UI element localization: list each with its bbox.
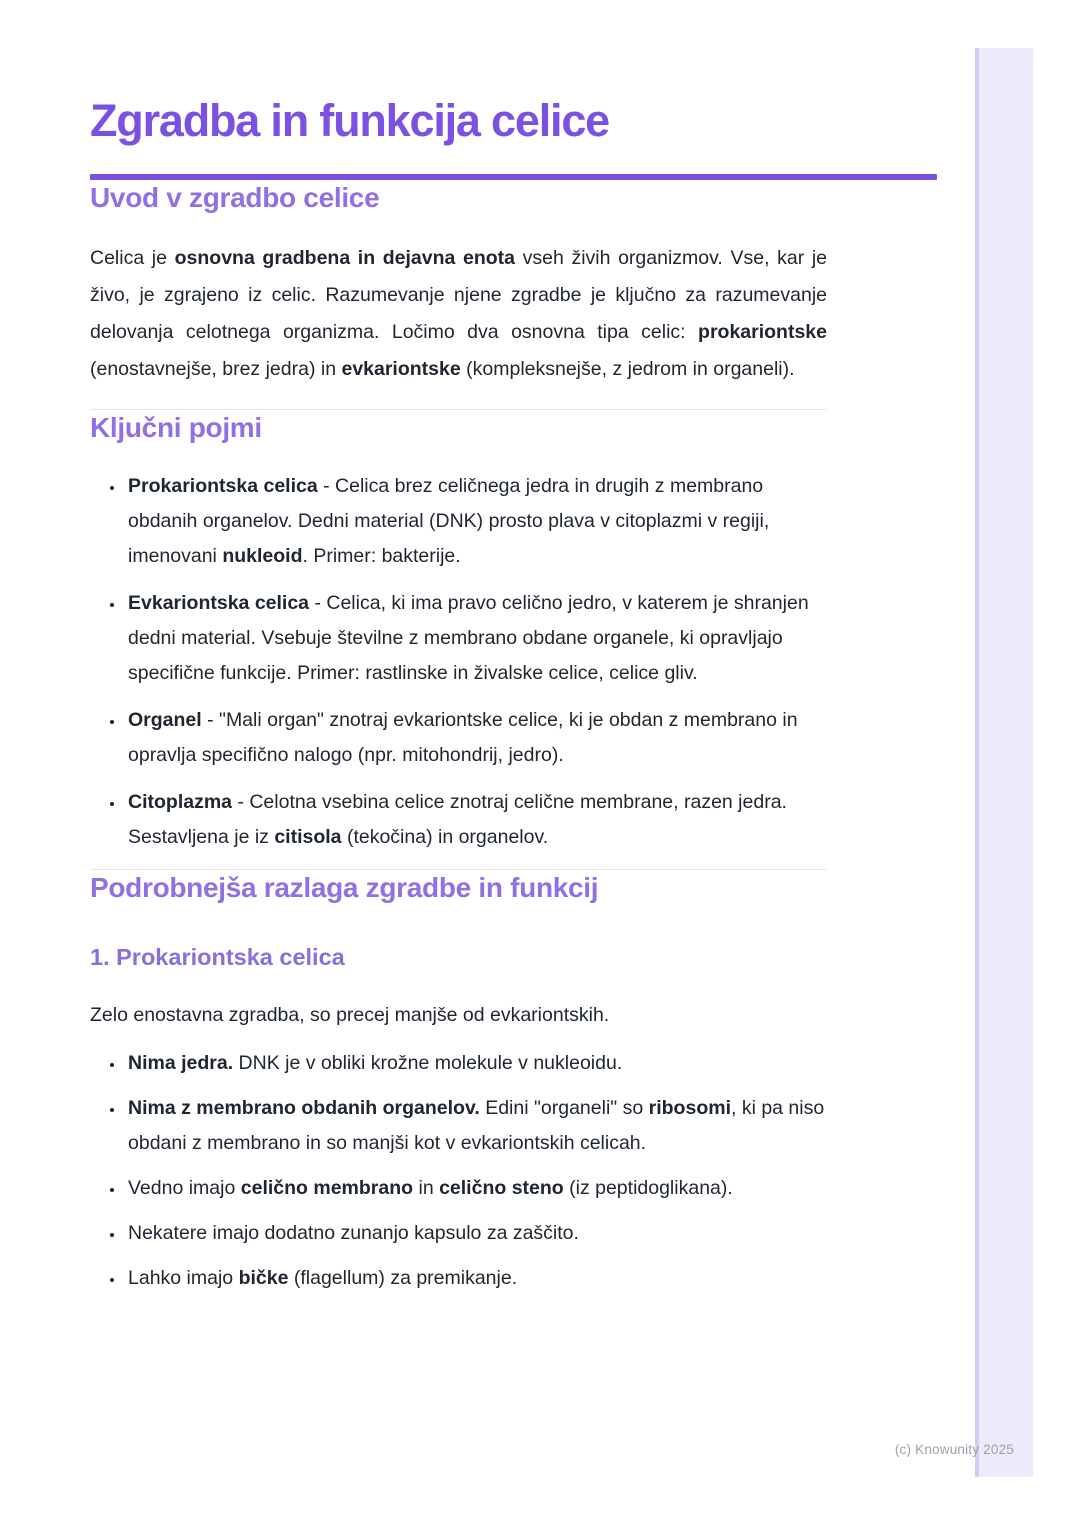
section-heading-podrobnejsa: Podrobnejša razlaga zgradbe in funkcij <box>90 872 599 903</box>
intro-paragraph: Celica je osnovna gradbena in dejavna enota vseh živih organizmov. Vse, kar je živo, je zgrajeno iz celic. Razumevanje njene zgradbe je ključno za razumevanje delovanja celotnega organizma. Ločimo dva osnovna tipa celic: prokariontske (enostavnejše, brez jedra) in evkariontske (kompleksnejše, z jedrom in organeli). <box>90 247 827 380</box>
list-item: • Evkariontska celica - Celica, ki ima pravo celično jedro, v katerem je shranjen dedni material. Vsebuje številne z membrano obdane organele, ki opravljajo specifične funkcije. Primer: rastlinske in živalske celice, celice gliv. <box>125 586 827 691</box>
list-item: • Organel - "Mali organ" znotraj evkariontske celice, ki je obdan z membrano in opravlja specifično nalogo (npr. mitohondrij, jedro). <box>125 703 827 773</box>
key-terms-list <box>90 469 827 855</box>
document-content <box>90 0 827 1296</box>
list-item: • Nima jedra. DNK je v obliki krožne molekule v nukleoidu. <box>125 1046 827 1081</box>
side-accent-strip <box>975 48 1033 1477</box>
list-item: • Lahko imajo bičke (flagellum) za premikanje. <box>125 1261 827 1296</box>
subsection-heading-prokariontska: 1. Prokariontska celica <box>90 944 345 970</box>
list-item: • Citoplazma - Celotna vsebina celice znotraj celične membrane, razen jedra. Sestavljena je iz citisola (tekočina) in organelov. <box>125 785 827 855</box>
list-item: • Nima z membrano obdanih organelov. Edini "organeli" so ribosomi, ki pa niso obdani z membrano in so manjši kot v evkariontskih celicah. <box>125 1091 827 1161</box>
copyright-watermark: (c) Knowunity 2025 <box>894 1442 1014 1457</box>
section-heading-uvod: Uvod v zgradbo celice <box>90 182 380 213</box>
section-heading-kljucni-pojmi: Ključni pojmi <box>90 412 262 443</box>
list-item: • Prokariontska celica - Celica brez celičnega jedra in drugih z membrano obdanih organelov. Dedni material (DNK) prosto plava v citoplazmi v regiji, imenovani nukleoid. Primer: bakterije. <box>125 469 827 574</box>
prokariontska-features-list <box>90 1046 827 1296</box>
list-item: • Nekatere imajo dodatno zunanjo kapsulo za zaščito. <box>125 1216 827 1251</box>
page-title: Zgradba in funkcija celice <box>90 95 609 146</box>
prokariontska-paragraph: Zelo enostavna zgradba, so precej manjše od evkariontskih. <box>90 1004 610 1026</box>
list-item: • Vedno imajo celično membrano in celično steno (iz peptidoglikana). <box>125 1171 827 1206</box>
